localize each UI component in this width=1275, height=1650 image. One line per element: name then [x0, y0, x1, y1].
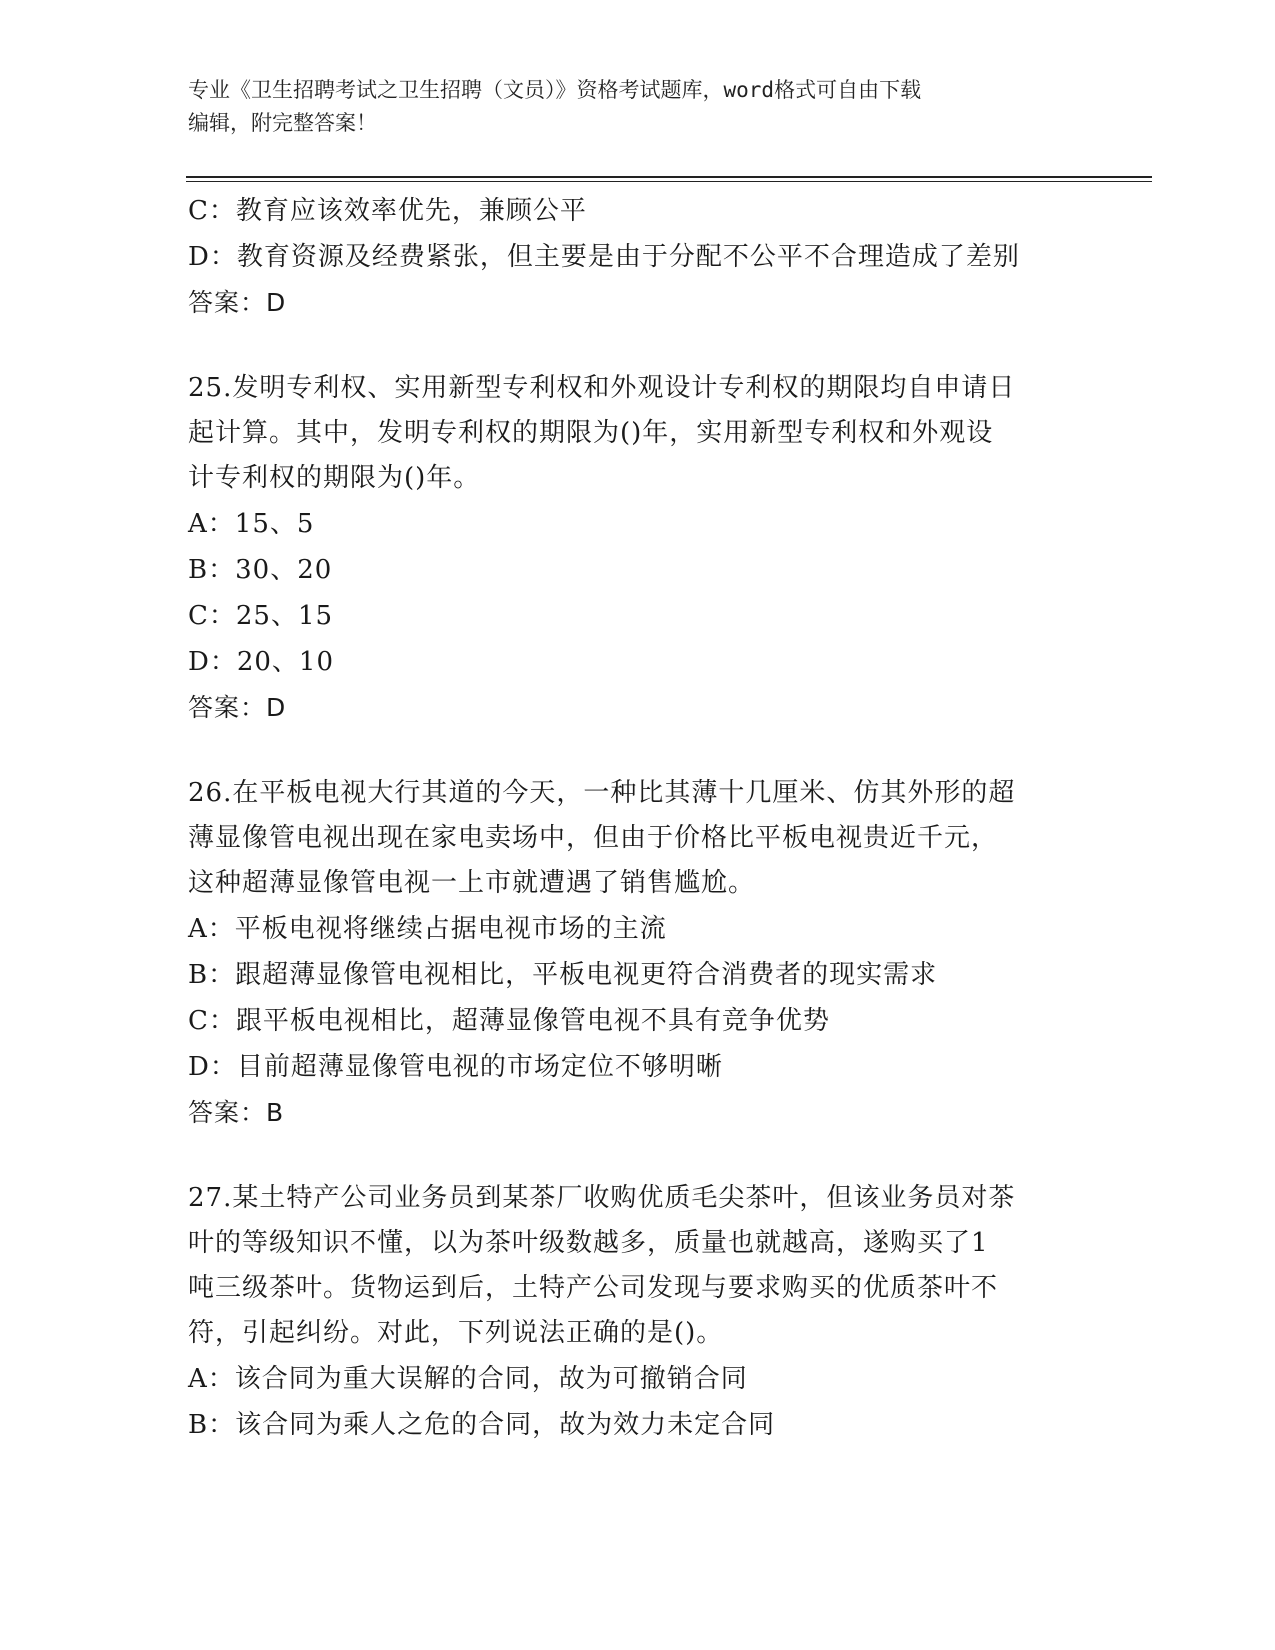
answer-line: 答案：D — [188, 693, 287, 722]
spacer — [188, 1136, 1088, 1176]
question-27 — [188, 1176, 1088, 1448]
question-text-line: 起计算。其中，发明专利权的期限为()年，实用新型专利权和外观设 — [188, 418, 994, 448]
question-text-line: 符，引起纠纷。对此，下列说法正确的是()。 — [188, 1318, 724, 1348]
question-text-line: 薄显像管电视出现在家电卖场中，但由于价格比平板电视贵近千元， — [188, 823, 999, 853]
header-divider-thick — [186, 176, 1152, 178]
answer-line: 答案：B — [188, 1098, 285, 1127]
header-line-1: 专业《卫生招聘考试之卫生招聘（文员）》资格考试题库，word格式可自由下载 — [188, 78, 922, 102]
question-text-line: 26.在平板电视大行其道的今天，一种比其薄十几厘米、仿其外形的超 — [188, 778, 1016, 808]
question-24-tail — [188, 188, 1088, 326]
option-d: D：20、10 — [188, 647, 335, 677]
page-header — [188, 74, 1088, 140]
header-line-2: 编辑，附完整答案！ — [188, 111, 377, 135]
option-a: A：平板电视将继续占据电视市场的主流 — [188, 914, 667, 944]
question-text-line: 吨三级茶叶。货物运到后，土特产公司发现与要求购买的优质茶叶不 — [188, 1273, 999, 1303]
option-b: B：30、20 — [188, 555, 333, 585]
spacer — [188, 326, 1088, 366]
question-text-line: 计专利权的期限为()年。 — [188, 463, 481, 493]
option-a: A：该合同为重大误解的合同，故为可撤销合同 — [188, 1364, 748, 1394]
question-25 — [188, 366, 1088, 731]
question-text-line: 25.发明专利权、实用新型专利权和外观设计专利权的期限均自申请日 — [188, 373, 1016, 403]
answer-line: 答案：D — [188, 288, 287, 317]
question-text-line: 27.某土特产公司业务员到某茶厂收购优质毛尖茶叶，但该业务员对茶 — [188, 1183, 1016, 1213]
option-c: C：跟平板电视相比，超薄显像管电视不具有竞争优势 — [188, 1006, 830, 1036]
question-text-line: 叶的等级知识不懂，以为茶叶级数越多，质量也就越高，遂购买了1 — [188, 1228, 989, 1258]
header-divider-thin — [186, 181, 1152, 182]
option-a: A：15、5 — [188, 509, 315, 539]
option-d: D：教育资源及经费紧张，但主要是由于分配不公平不合理造成了差别 — [188, 242, 1020, 272]
question-text-line: 这种超薄显像管电视一上市就遭遇了销售尴尬。 — [188, 868, 756, 898]
option-d: D：目前超薄显像管电视的市场定位不够明晰 — [188, 1052, 723, 1082]
spacer — [188, 731, 1088, 771]
option-c: C：25、15 — [188, 601, 334, 631]
option-c: C：教育应该效率优先，兼顾公平 — [188, 196, 587, 226]
option-b: B：该合同为乘人之危的合同，故为效力未定合同 — [188, 1410, 776, 1440]
option-b: B：跟超薄显像管电视相比，平板电视更符合消费者的现实需求 — [188, 960, 938, 990]
question-26 — [188, 771, 1088, 1136]
question-list — [188, 188, 1088, 1448]
